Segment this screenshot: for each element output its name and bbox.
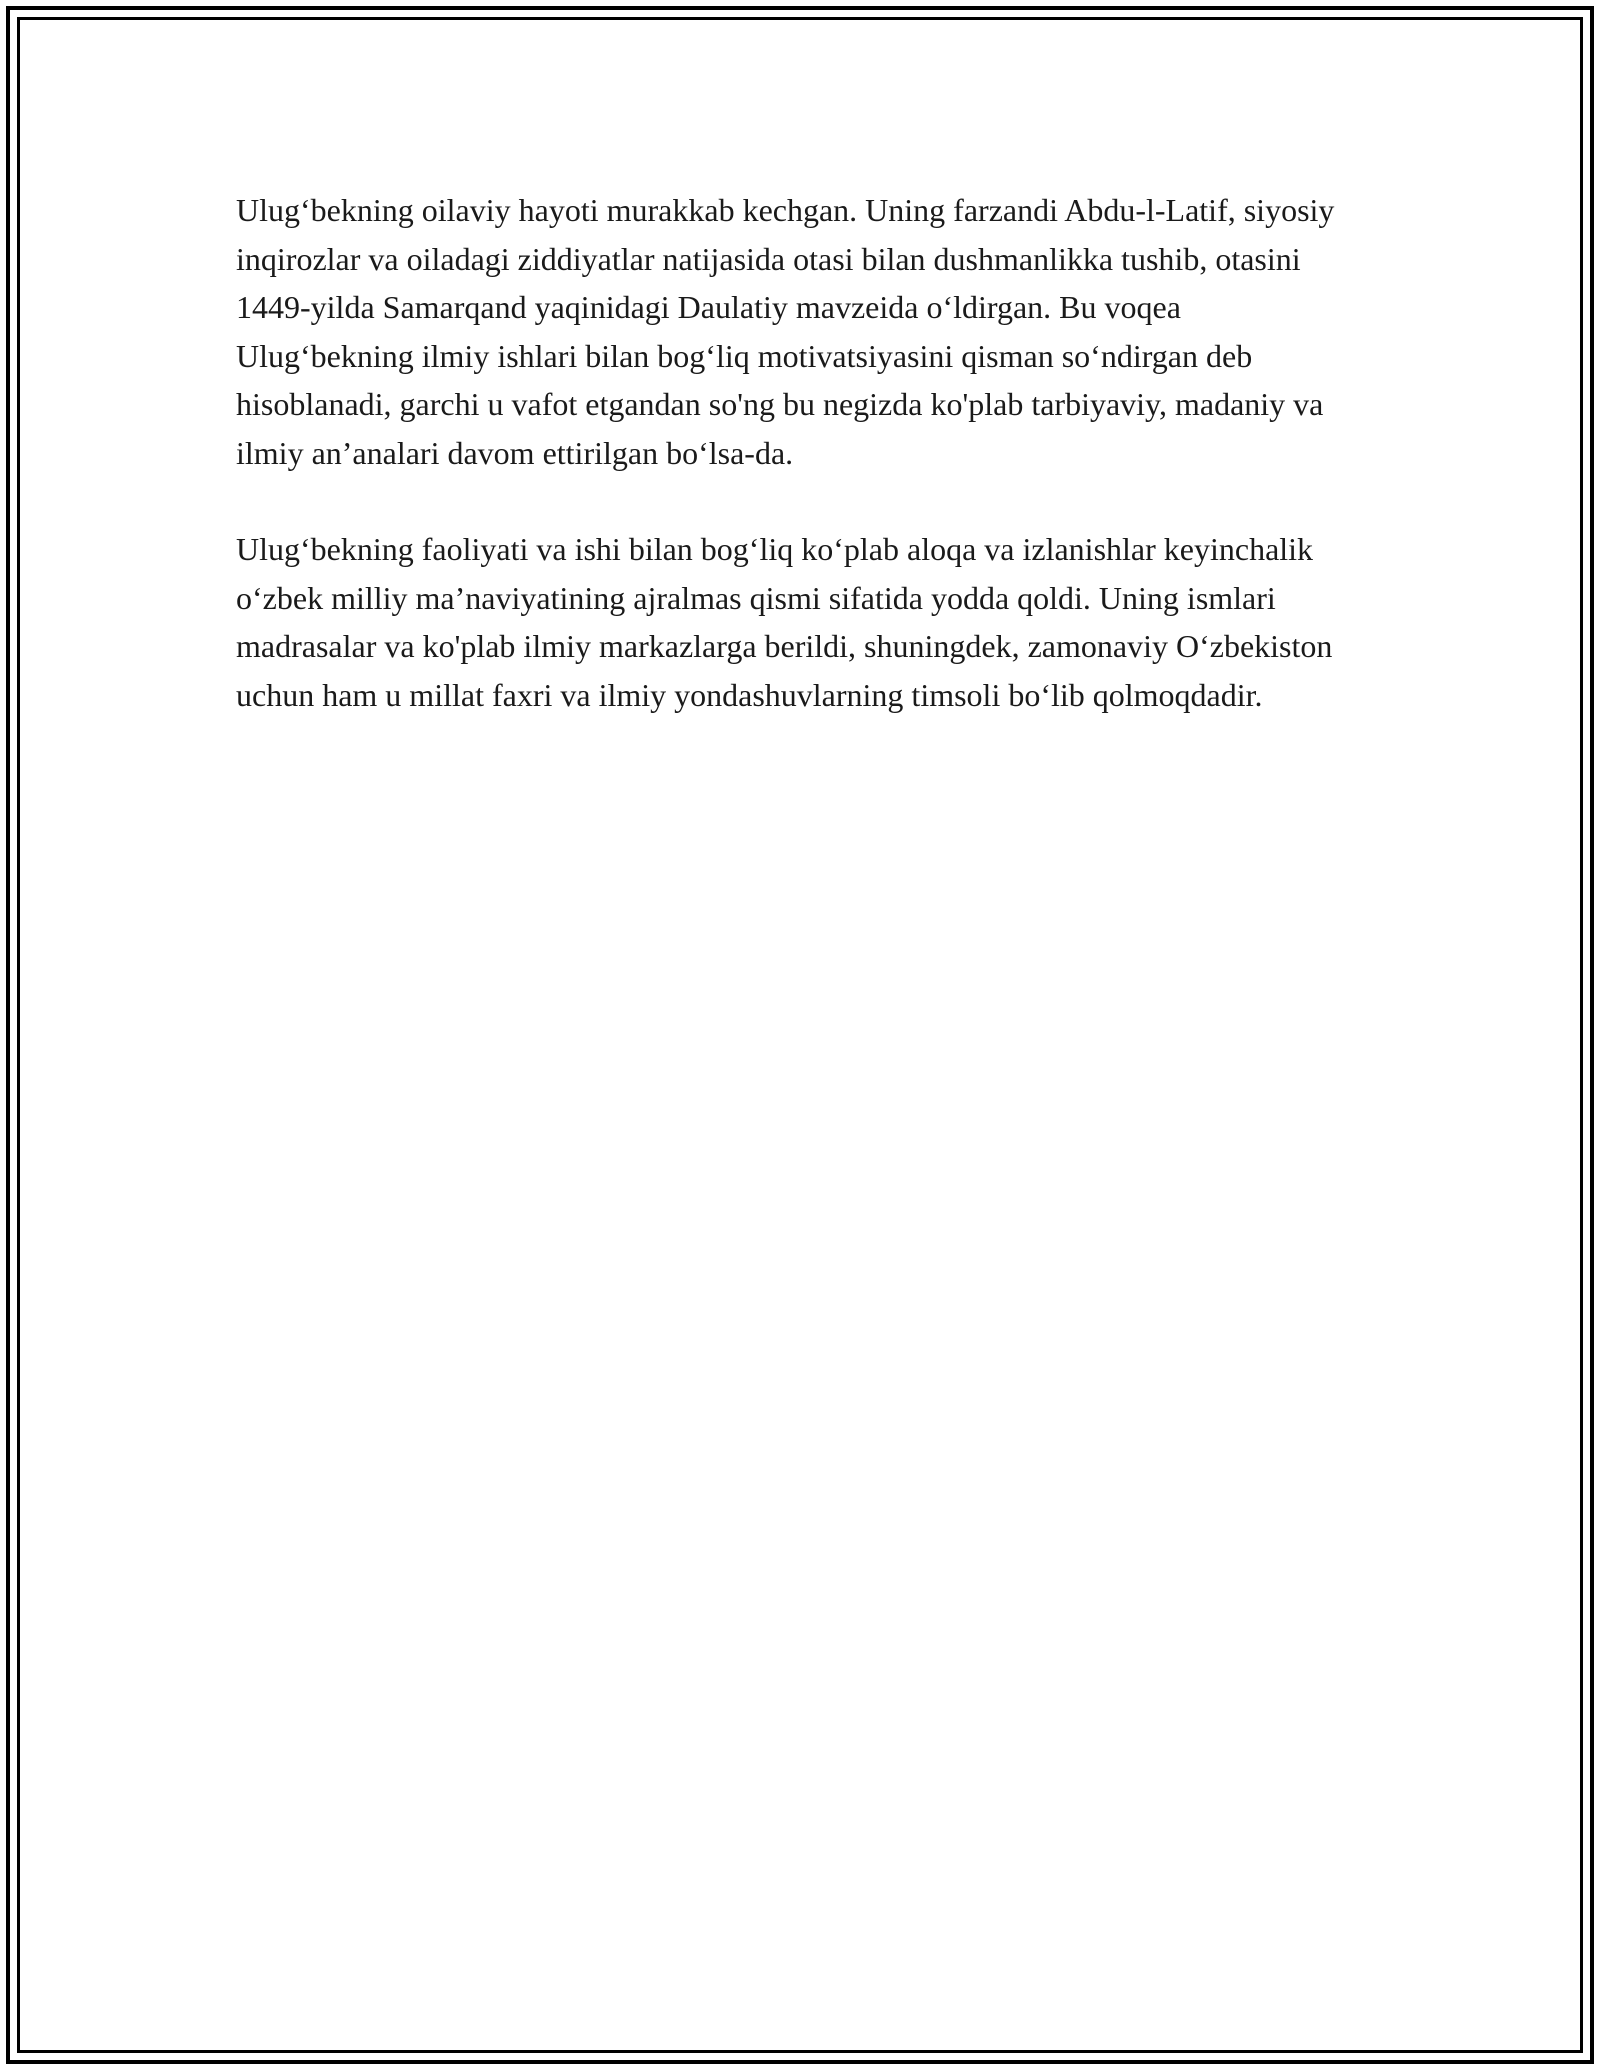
paragraph-2: Ulug‘bekning faoliyati va ishi bilan bog‘liq ko‘plab aloqa va izlanishlar keyinchalik o‘zbek milliy ma’naviyatining ajralmas qismi sifatida yodda qoldi. Uning ismlari madrasalar va ko'plab ilmiy markazlarga berildi, shuningdek, zamonaviy O‘zbekiston uchun ham u millat faxri va ilmiy yondashuvlarning timsoli bo‘lib qolmoqdadir. (236, 531, 1333, 713)
document-body (236, 186, 1356, 767)
paragraph-1: Ulug‘bekning oilaviy hayoti murakkab kechgan. Uning farzandi Abdu-l-Latif, siyosiy inqirozlar va oiladagi ziddiyatlar natijasida otasi bilan dushmanlikka tushib, otasini 1449-yilda Samarqand yaqinidagi Daulatiy mavzeida o‘ldirgan. Bu voqea Ulug‘bekning ilmiy ishlari bilan bog‘liq motivatsiyasini qisman so‘ndirgan deb hisoblanadi, garchi u vafot etgandan so'ng bu negizda ko'plab tarbiyaviy, madaniy va ilmiy an’analari davom ettirilgan bo‘lsa-da. (236, 192, 1335, 471)
